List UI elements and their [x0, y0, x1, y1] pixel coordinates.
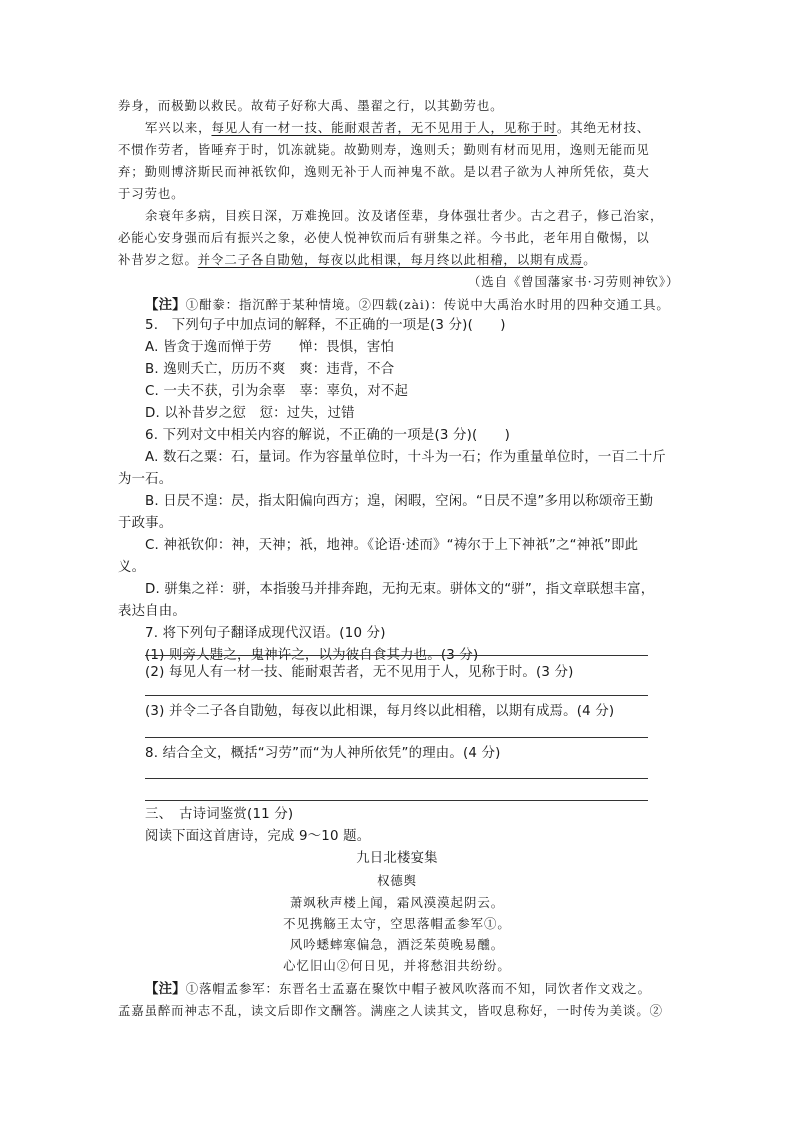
- poem-line-4: 心忆旧山②何日见，并将愁泪共纷纷。: [283, 958, 511, 973]
- answer-line[interactable]: [145, 655, 648, 656]
- passage-line-7: 必能心安身强而后有振兴之象，必使人悦神钦而后有骈集之祥。今书此，老年用自儆惕，以: [118, 230, 650, 245]
- answer-line[interactable]: [145, 737, 648, 738]
- section-3-heading: 三、 古诗词鉴赏(11 分): [145, 807, 294, 822]
- passage-line-1: 券身，而极勤以救民。故荀子好称大禹、墨翟之行，以其勤劳也。: [118, 98, 504, 113]
- underlined-sentence-2: 每见人有一材一技、能耐艰苦者，无不见用于人，见称于时: [211, 120, 558, 135]
- answer-line[interactable]: [145, 695, 648, 696]
- passage-text: 。其绝无材技、: [557, 120, 651, 135]
- q5-option-c: C. 一夫不获，引为余辜 辜：辜负，对不起: [145, 384, 409, 399]
- answer-line[interactable]: [145, 778, 648, 779]
- q6-option-d: D. 骈集之祥：骈，本指骏马并排奔跑，无拘无束。骈体文的“骈”，指文章联想丰富，: [145, 582, 655, 597]
- q6-option-b-cont: 于政事。: [118, 516, 173, 531]
- passage-text: 军兴以来，: [145, 120, 212, 135]
- q6-option-a: A. 数石之粟：石，量词。作为容量单位时，十斗为一石；作为重量单位时，一百二十斤: [145, 450, 666, 465]
- poem-title: 九日北楼宴集: [356, 851, 438, 866]
- passage-line-5: 于习劳也。: [118, 186, 185, 201]
- passage-line-2: [145, 117, 650, 140]
- poem-line-2: 不见携觞王太守，空思落帽孟参军①。: [283, 916, 511, 931]
- q7-sentence-3: (3) 并令二子各自勖勉，每夜以此相课，每月终以此相稽，以期有成焉。(4 分): [145, 704, 615, 719]
- poem-author: 权德舆: [377, 873, 417, 888]
- poem-note-2: 孟嘉虽醉而神志不乱，读文后即作文酬答。满座之人读其文，皆叹息称好，一时传为美谈。②: [118, 1003, 663, 1018]
- q5-stem: 5. 下列句子中加点词的解释，不正确的一项是(3 分)( ): [145, 318, 506, 333]
- poem-note-1: [145, 978, 651, 1002]
- poem-line-1: 萧飒秋声楼上闻，霜风漠漠起阴云。: [289, 895, 505, 910]
- q5-option-a: A. 皆贪于逸而惮于劳 惮：畏惧，害怕: [145, 340, 395, 355]
- passage-source: （选自《曾国藩家书·习劳则神钦》）: [468, 274, 680, 289]
- poem-line-3: 风吟蟋蟀寒偏急，酒泛茱萸晚易醺。: [289, 937, 505, 952]
- note-text: ①酣豢：指沉醉于某种情境。②四载(zài)：传说中大禹治水时用的四种交通工具。: [185, 297, 670, 312]
- q7-stem: 7. 将下列句子翻译成现代汉语。(10 分): [145, 626, 386, 641]
- note-label: 【注】: [145, 298, 186, 313]
- note-text: ①落帽孟参军：东晋名士孟嘉在聚饮中帽子被风吹落而不知，同饮者作文戏之。: [185, 981, 651, 996]
- passage-line-3: 不惯作劳者，皆唾弃于时，饥冻就毙。故勤则寿，逸则夭；勤则有材而见用，逸则无能而见: [118, 142, 650, 157]
- q6-option-b: B. 日昃不遑：昃，指太阳偏向西方；遑，闲暇，空闲。“日昃不遑”多用以称颂帝王勤: [145, 494, 654, 509]
- q6-option-d-cont: 表达自由。: [118, 604, 186, 619]
- underlined-sentence-3: 并令二子各自勖勉，每夜以此相课，每月终以此相稽，以期有成焉: [197, 252, 584, 267]
- passage-line-8: [118, 249, 596, 272]
- passage-text: 补昔岁之愆。: [118, 252, 198, 267]
- q7-sentence-1: (1) 则旁人韪之，鬼神许之，以为彼自食其力也。(3 分): [145, 648, 479, 663]
- section-3-intro: 阅读下面这首唐诗，完成 9～10 题。: [145, 829, 371, 844]
- passage-text: 。: [583, 252, 597, 267]
- answer-line[interactable]: [145, 800, 648, 801]
- q5-option-b: B. 逸则夭亡，历历不爽 爽：违背，不合: [145, 362, 395, 377]
- passage-note: [145, 294, 670, 318]
- q6-stem: 6. 下列对文中相关内容的解说，不正确的一项是(3 分)( ): [145, 428, 511, 443]
- q6-option-c: C. 神祇钦仰：神，天神；祇，地神。《论语·述而》“祷尔于上下神祇”之“神祇”即此: [145, 538, 639, 553]
- q7-sentence-2: (2) 每见人有一材一技、能耐艰苦者，无不见用于人，见称于时。(3 分): [145, 665, 574, 680]
- q6-option-c-cont: 义。: [118, 560, 146, 575]
- q6-option-a-cont: 为一石。: [118, 472, 173, 487]
- q8-stem: 8. 结合全文，概括“习劳”而“为人神所依凭”的理由。(4 分): [145, 746, 501, 761]
- q5-option-d: D. 以补昔岁之愆 愆：过失，过错: [145, 406, 355, 421]
- note-label: 【注】: [145, 982, 186, 997]
- passage-line-4: 弃；勤则博济斯民而神祇钦仰，逸则无补于人而神鬼不歆。是以君子欲为人神所凭依，莫大: [118, 164, 650, 179]
- passage-line-6: 余衰年多病，目疾日深，万难挽回。汝及诸侄辈，身体强壮者少。古之君子，修己治家，: [145, 208, 664, 223]
